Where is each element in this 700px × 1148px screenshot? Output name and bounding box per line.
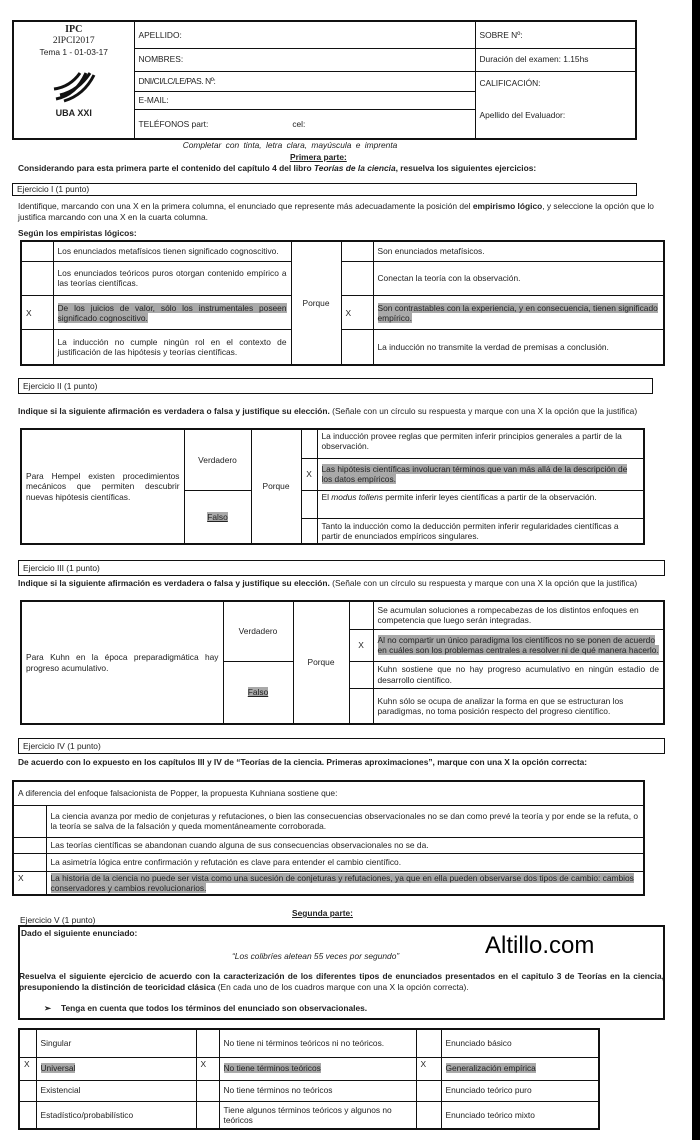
ex3-mark[interactable] [349, 661, 373, 688]
duracion-label: Duración del examen: 1.15hs [475, 48, 636, 71]
true-option[interactable]: Verdadero [184, 429, 251, 490]
ex1-right-mark[interactable] [341, 330, 373, 365]
ex3-mark[interactable] [349, 688, 373, 724]
ex2-table [20, 428, 645, 545]
ex3-option: Kuhn sostiene que no hay progreso acumulativo en ningún estadio de desarrollo científico. [373, 661, 664, 688]
ex4-header: A diferencia del enfoque falsacionista de Popper, la propuesta Kuhniana sostiene que: [13, 781, 644, 805]
ex1-left-mark[interactable]: X [21, 296, 53, 330]
apellido-field[interactable]: APELLIDO: [134, 21, 475, 48]
ex5-option: Enunciado teórico puro [441, 1080, 599, 1101]
ex1-right-option: Son enunciados metafísicos. [373, 241, 664, 261]
arrow-bullet-icon: ➢ [44, 1003, 52, 1013]
part2-title: Segunda parte: [292, 908, 353, 918]
ex2-option: La inducción provee reglas que permiten inferir principios generales a partir de la observación. [317, 429, 644, 458]
ex5-option: Tiene algunos términos teóricos y algunos no teóricos [219, 1101, 416, 1129]
ex4-option: La ciencia avanza por medio de conjeturas y refutaciones, o bien las consecuencias observacionales no se dan como prevé la teoría y por ende se la refuta, o la teoría se salva de la falsación y queda momentáneamente corroborada. [46, 805, 644, 837]
ex4-option: La historia de la ciencia no puede ser vista como una sucesión de conjeturas y refutaciones, ya que en ella pueden observarse dos tipos de cambio: cambios conservadores y cambios revolucionarios. [46, 871, 644, 895]
ex5-mark[interactable] [196, 1029, 219, 1057]
ex4-mark[interactable] [13, 837, 46, 853]
ex4-title: Ejercicio IV (1 punto) [18, 738, 665, 754]
telefonos-label: TELÉFONOS part: [138, 118, 209, 129]
header-table [12, 20, 637, 140]
ex5-title: Ejercicio V (1 punto) [20, 915, 96, 925]
porque-label: Porque [291, 241, 341, 365]
ex5-option: Enunciado teórico mixto [441, 1101, 599, 1129]
ex5-mark[interactable] [19, 1029, 36, 1057]
nombres-field[interactable]: NOMBRES: [134, 48, 475, 71]
ex3-mark[interactable] [349, 601, 373, 629]
false-option[interactable]: Falso [184, 490, 251, 544]
calificacion-label: CALIFICACIÓN: [479, 77, 541, 88]
ex2-mark[interactable] [301, 490, 317, 518]
ex5-bullet: ➢ Tenga en cuenta que todos los términos del enunciado son observacionales. [44, 1003, 368, 1013]
ex4-prompt: De acuerdo con lo expuesto en los capítulos III y IV de “Teorías de la ciencia. Primeras aproximaciones”, marque con una X la opción correcta: [18, 757, 588, 767]
porque-label: Porque [293, 601, 349, 724]
uba-logo-text: UBA XXI [55, 107, 92, 118]
ex2-mark[interactable] [301, 429, 317, 458]
ex5-mark[interactable] [416, 1101, 441, 1129]
ex2-statement: Para Hempel existen procedimientos mecánicos que permiten descubrir nuevas hipótesis científicas. [21, 429, 184, 544]
exam-theme: Tema 1 - 01-03-17 [39, 47, 108, 58]
ex1-left-option: La inducción no cumple ningún rol en el contexto de justificación de las hipótesis y teorías científicas. [53, 330, 291, 365]
ex2-option: El modus tollens permite inferir leyes científicas a partir de la observación. [317, 490, 644, 518]
ex4-mark[interactable] [13, 853, 46, 871]
ex5-prompt: Resuelva el siguiente ejercicio de acuerdo con la caracterización de los diferentes tipos de enunciados presentados en el capitulo 3 de Teorías en la ciencia, presuponiendo la distinción de teoricidad clásica (En cada uno de los cuadros marque con una X la opción correcta). [19, 971, 664, 992]
ex4-mark[interactable] [13, 805, 46, 837]
ex5-mark[interactable] [19, 1101, 36, 1129]
ex3-table [20, 600, 665, 725]
ex3-prompt: Indique si la siguiente afirmación es verdadera o falsa y justifique su elección. (Señale con un círculo su respuesta y marque con una X la opción que la justifica) [18, 578, 638, 588]
dni-field[interactable]: DNI/CI/LC/LE/PAS. Nº: [134, 71, 475, 91]
ex1-left-option: Los enunciados teóricos puros otorgan contenido empírico a las teorías científicas. [53, 261, 291, 295]
ex1-right-mark[interactable] [341, 241, 373, 261]
ex5-option: No tiene términos no teóricos [219, 1080, 416, 1101]
ex1-left-mark[interactable] [21, 261, 53, 295]
ex1-right-mark[interactable] [341, 261, 373, 295]
altillo-watermark: Altillo.com [485, 932, 595, 959]
ex4-option: La asimetría lógica entre confirmación y refutación es clave para entender el cambio científico. [46, 853, 644, 871]
ex1-left-option: De los juicios de valor, sólo los instrumentales poseen significado cognoscitivo. [53, 296, 291, 330]
ex1-left-mark[interactable] [21, 241, 53, 261]
ex5-option: Existencial [36, 1080, 196, 1101]
part1-title: Primera parte: [290, 152, 347, 162]
ex5-option: No tiene ni términos teóricos ni no teóricos. [219, 1029, 416, 1057]
false-option[interactable]: Falso [223, 661, 293, 724]
ex1-right-option: La inducción no transmite la verdad de premisas a conclusión. [373, 330, 664, 365]
evaluador-label: Apellido del Evaluador: [479, 109, 566, 120]
ex1-left-option: Los enunciados metafísicos tienen significado cognoscitivo. [53, 241, 291, 261]
ex1-table [20, 240, 665, 366]
ex5-quote: “Los colibríes aletean 55 veces por segundo” [232, 951, 400, 961]
right-edge-bar [692, 0, 700, 1140]
ex5-mark[interactable] [416, 1080, 441, 1101]
ex5-mark[interactable]: X [416, 1057, 441, 1080]
ex1-prompt: Identifique, marcando con una X en la primera columna, el enunciado que represente más adecuadamente la posición del empirismo lógico, y seleccione la opción que lo justifica marcando con una X en la cuarta columna. [18, 201, 654, 222]
calificacion-cell[interactable] [475, 71, 636, 139]
ex5-given: Dado el siguiente enunciado: [21, 928, 138, 938]
ex4-mark[interactable]: X [13, 871, 46, 895]
ex1-left-mark[interactable] [21, 330, 53, 365]
ex1-subtitle: Según los empiristas lógicos: [18, 228, 137, 238]
telefonos-field[interactable] [134, 109, 475, 139]
part1-intro: Considerando para esta primera parte el contenido del capítulo 4 del libro Teorías de la ciencia, resuelva los siguientes ejercicios: [18, 163, 537, 173]
ex3-statement: Para Kuhn en la época preparadigmática hay progreso acumulativo. [21, 601, 223, 724]
ex1-right-option: Conectan la teoría con la observación. [373, 261, 664, 295]
ex3-title: Ejercicio III (1 punto) [18, 560, 665, 576]
ex5-mark[interactable] [196, 1101, 219, 1129]
cel-label: cel: [292, 118, 306, 129]
ex2-prompt: Indique si la siguiente afirmación es verdadera o falsa y justifique su elección. (Señale con un círculo su respuesta y marque con una X la opción que la justifica) [18, 406, 638, 416]
ex3-option: Kuhn sólo se ocupa de analizar la forma en que se estructuran los paradigmas, no toma posición respecto del progreso científico. [373, 688, 664, 724]
course-name: IPC [65, 24, 83, 35]
ex5-box [18, 925, 665, 1020]
ex5-mark[interactable]: X [196, 1057, 219, 1080]
sobre-field[interactable]: SOBRE Nº: [475, 21, 636, 48]
ex2-title: Ejercicio II (1 punto) [18, 378, 653, 394]
porque-label: Porque [251, 429, 301, 544]
ex5-mark[interactable] [416, 1029, 441, 1057]
ex1-right-mark[interactable]: X [341, 296, 373, 330]
ex2-mark[interactable] [301, 518, 317, 544]
instructions: Completar con tinta, letra clara, mayúscula e imprenta [182, 140, 398, 150]
course-code: 2IPCI2017 [52, 36, 95, 46]
ex5-option: Enunciado básico [441, 1029, 599, 1057]
ex5-option: No tiene términos teóricos [219, 1057, 416, 1080]
ex5-mark[interactable] [19, 1080, 36, 1101]
ex5-option: Universal [36, 1057, 196, 1080]
ex5-option: Estadístico/probabilístico [36, 1101, 196, 1129]
ex1-title: Ejercicio I (1 punto) [12, 183, 637, 196]
ex3-option: Se acumulan soluciones a rompecabezas de los distintos enfoques en competencia que luego serán integradas. [373, 601, 664, 629]
ex5-table [18, 1028, 600, 1130]
ex4-table [12, 780, 645, 896]
ex3-mark[interactable]: X [349, 629, 373, 661]
uba-logo-icon [52, 69, 96, 105]
ex2-mark[interactable]: X [301, 458, 317, 490]
ex3-option: Al no compartir un único paradigma los científicos no se ponen de acuerdo en cuáles son los problemas centrales a resolver ni de qué manera hacerlo. [373, 629, 664, 661]
ex5-mark[interactable]: X [19, 1057, 36, 1080]
ex5-option: Singular [36, 1029, 196, 1057]
ex2-option: Las hipótesis científicas involucran términos que van más allá de la descripción de los datos empíricos. [317, 458, 644, 490]
ex2-option: Tanto la inducción como la deducción permiten inferir regularidades científicas a partir de enunciados empíricos singulares. [317, 518, 644, 544]
true-option[interactable]: Verdadero [223, 601, 293, 661]
ex5-option: Generalización empírica [441, 1057, 599, 1080]
ex1-right-option: Son contrastables con la experiencia, y en consecuencia, tienen significado empírico. [373, 296, 664, 330]
email-field[interactable]: E-MAIL: [134, 91, 475, 109]
ex5-mark[interactable] [196, 1080, 219, 1101]
header-logo-cell [13, 21, 134, 139]
ex4-option: Las teorías científicas se abandonan cuando alguna de sus consecuencias observacionales no se da. [46, 837, 644, 853]
